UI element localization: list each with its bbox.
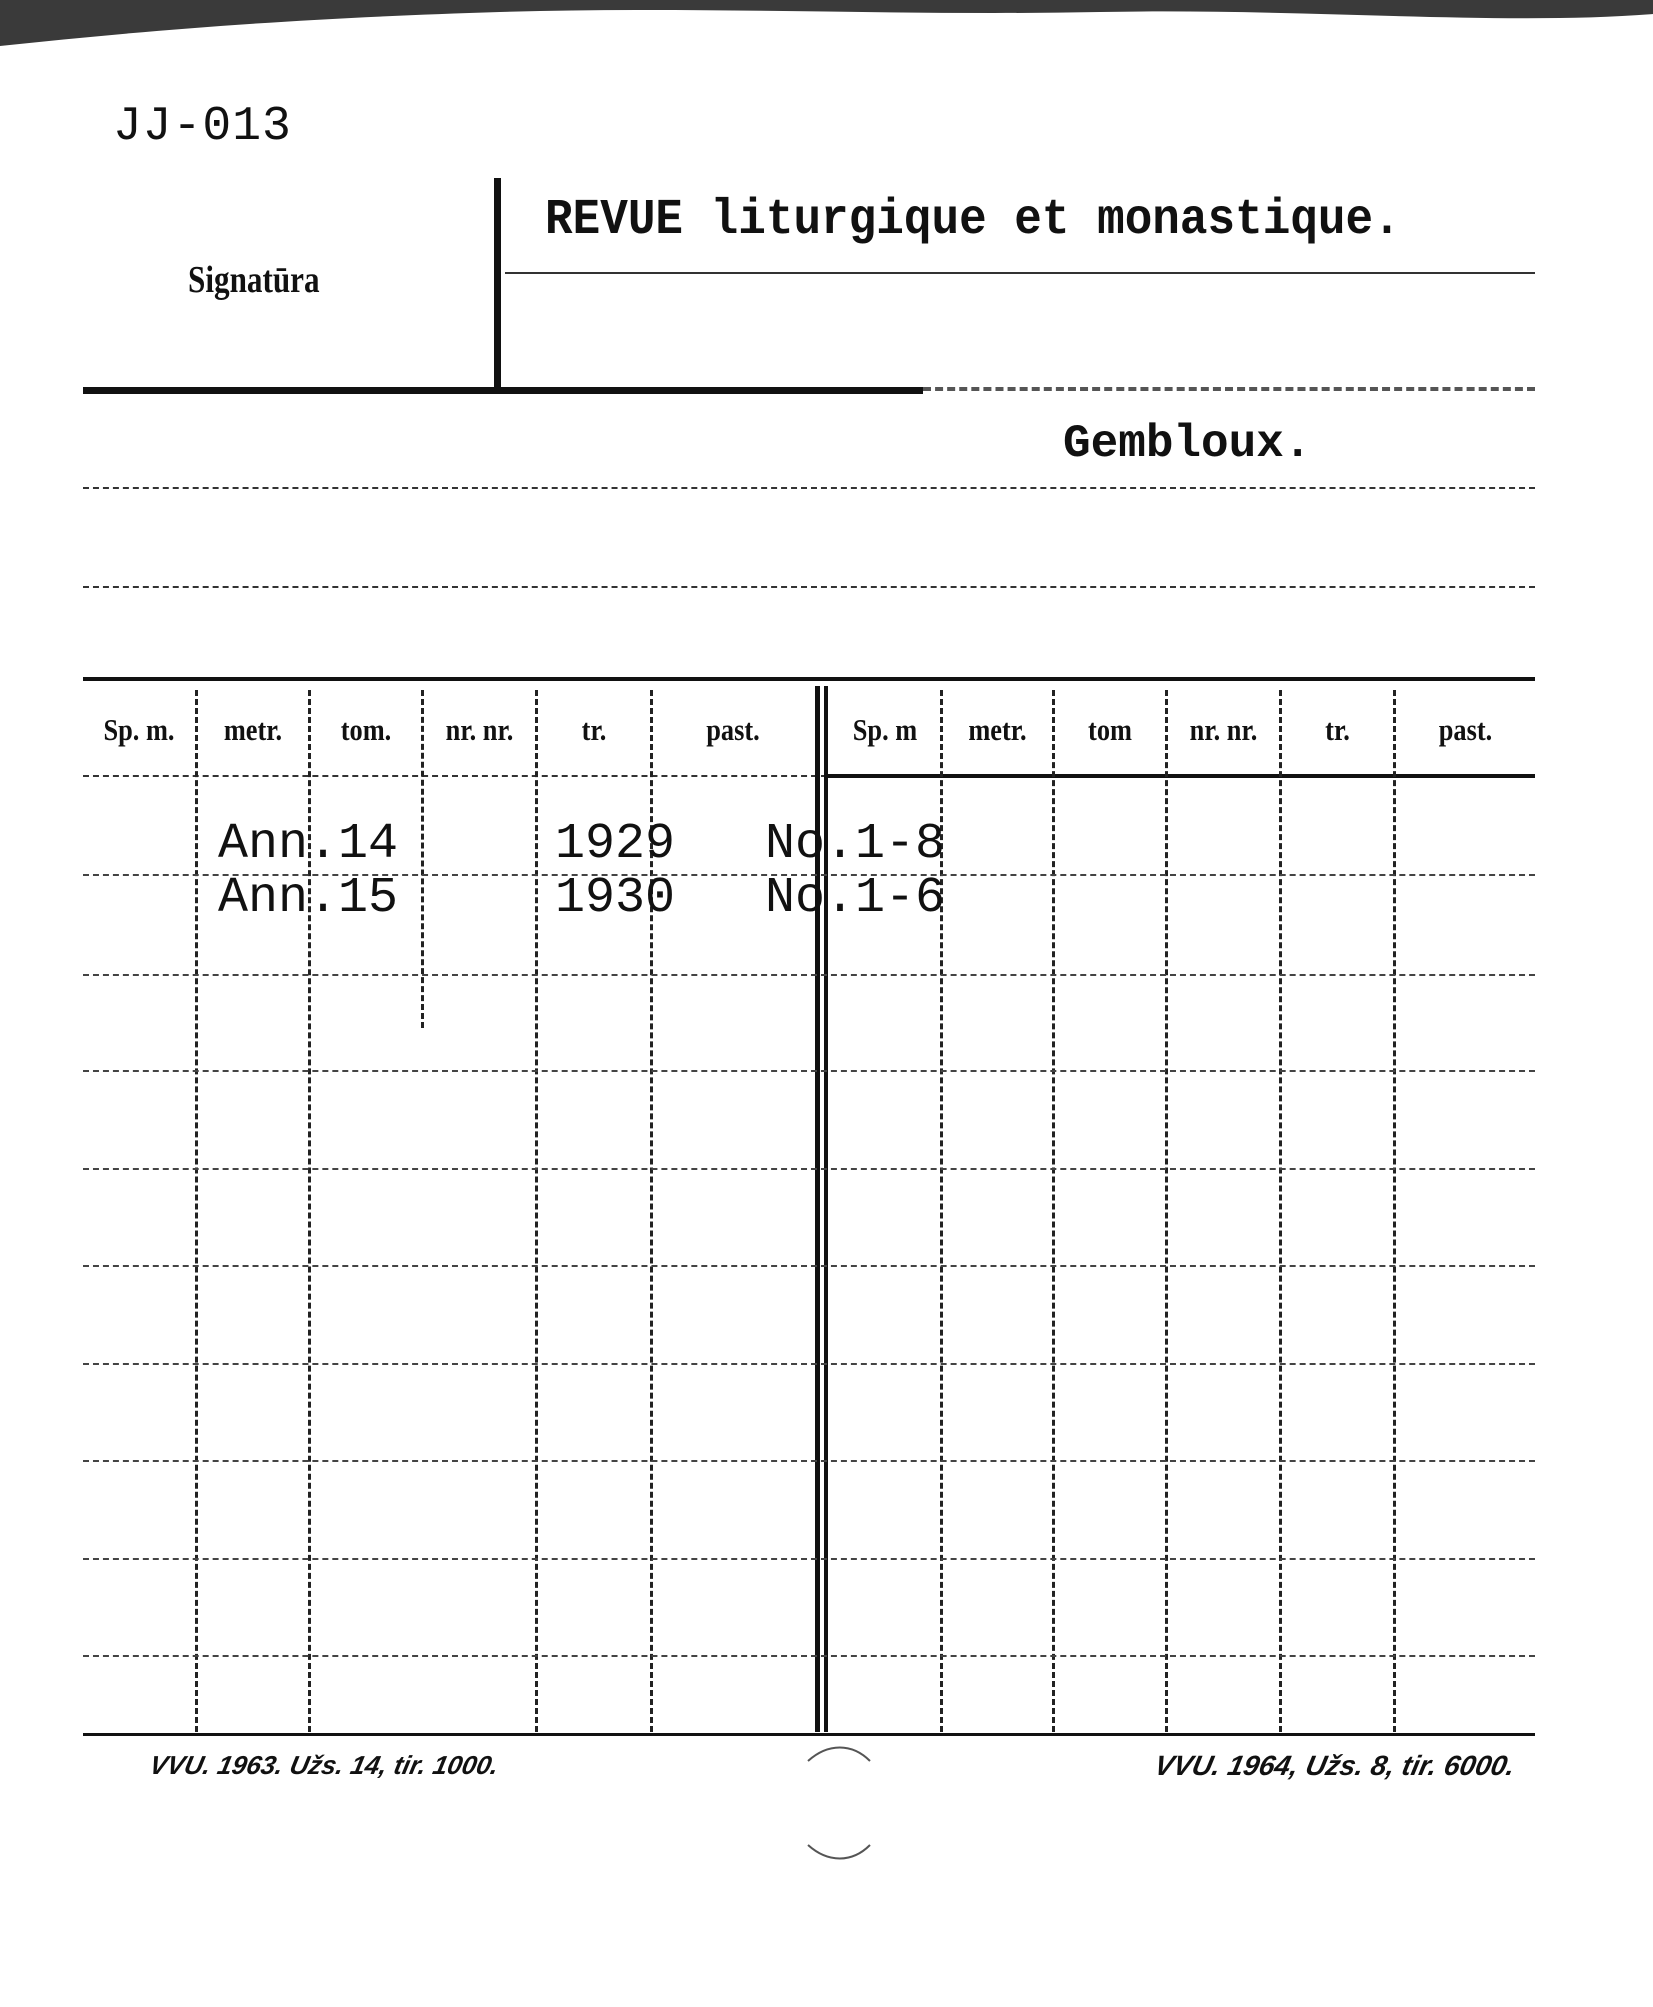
printer-stamp-left: VVU. 1963. Užs. 14, tir. 1000.: [146, 1750, 502, 1780]
row-rule: [83, 1168, 1535, 1170]
table-top-rule: [83, 677, 1535, 681]
header-divider-horizontal: [83, 387, 923, 394]
entry-volume: Ann.15: [218, 870, 399, 927]
entry-issues: No.1-8: [765, 816, 946, 873]
header-sp-m-left: Sp. m.: [103, 712, 175, 747]
column-divider: [1393, 690, 1396, 1732]
entry-volume: Ann.14: [218, 816, 399, 873]
entry-year: 1930: [555, 870, 676, 927]
entry-year: 1929: [555, 816, 676, 873]
row-rule: [83, 1070, 1535, 1072]
header-nr-right: nr. nr.: [1189, 712, 1258, 747]
title-underline: [505, 272, 1535, 274]
header-divider-vertical: [494, 178, 501, 390]
row-rule: [83, 1363, 1535, 1365]
call-number: JJ-013: [113, 100, 292, 154]
column-divider: [1279, 690, 1282, 1732]
row-rule: [83, 1265, 1535, 1267]
column-divider: [195, 690, 198, 1732]
header-past-right: past.: [1438, 712, 1493, 747]
row-rule: [83, 1655, 1535, 1657]
header-past-left: past.: [706, 712, 760, 747]
column-divider: [421, 690, 424, 1028]
header-sp-m-right: Sp. m: [852, 712, 918, 747]
header-metr-left: metr.: [223, 712, 283, 747]
call-number-label: Signatūra: [188, 259, 320, 301]
column-divider: [1165, 690, 1168, 1732]
blank-line: [83, 586, 1535, 588]
header-tr-right: tr.: [1325, 712, 1350, 747]
table-header-rule: [827, 774, 1535, 778]
row-rule: [83, 1460, 1535, 1462]
publication-place: Gembloux.: [1063, 418, 1312, 470]
column-divider: [535, 690, 538, 1732]
header-nr-left: nr. nr.: [445, 712, 514, 747]
header-tom-right: tom: [1088, 712, 1132, 747]
column-divider: [1052, 690, 1055, 1732]
header-metr-right: metr.: [968, 712, 1027, 747]
publication-title: REVUE liturgique et monastique.: [545, 192, 1401, 249]
row-rule: [83, 974, 1535, 976]
scan-edge-smudge: [0, 0, 1653, 60]
punch-hole-mark: [800, 1735, 880, 1875]
row-rule: [83, 1558, 1535, 1560]
header-tom-left: tom.: [340, 712, 392, 747]
header-divider-horizontal-faded: [923, 387, 1535, 391]
place-line: [83, 487, 1535, 489]
entry-issues: No.1-6: [765, 870, 946, 927]
header-tr-left: tr.: [581, 712, 607, 747]
printer-stamp-right: VVU. 1964, Užs. 8, tir. 6000.: [1151, 1750, 1518, 1781]
